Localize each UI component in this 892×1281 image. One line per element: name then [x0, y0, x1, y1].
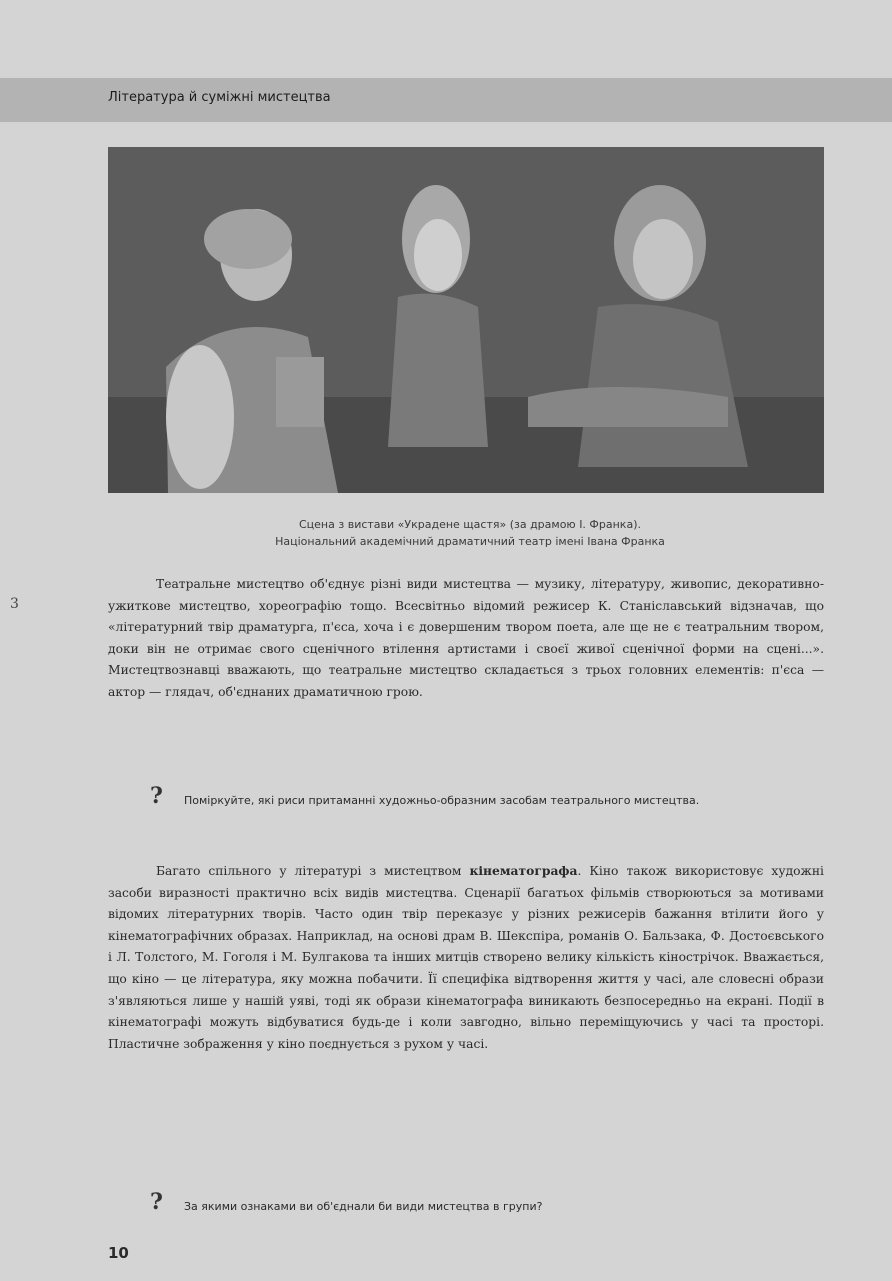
paragraph-cinema-body: . Кіно також використовує художні засоби виразності практично всіх видів мистецтва. Сценарії багатьох фільмів створюються за мотивами відомих літературних творів. Часто один твір переказує у різних режисерів бажання втілити його у кінематографічних образах. Наприклад, на основі драм В. Шекспіра, романів О. Бальзака, Ф. Достоєвського і Л. Толстого, М. Гоголя і М. Булгакова та інших митців створено велику кількість кінострічок. Вважається, що кіно — це література, яку можна побачити. Її специфіка відтворення життя у часі, але словесні образи з'являються лише у нашій уяві, тоді як образи кінематографа виникають безпосередньо на екрані. Події в кінематографі можуть відбуватися будь-де і коли завгодно, вільно переміщуючись у часі та просторі. Пластичне зображення у кіно поєднується з рухом у часі.: [108, 864, 824, 1051]
caption-line-1: Сцена з вистави «Украдене щастя» (за драмою І. Франка).: [299, 518, 641, 531]
margin-mark: 3: [10, 596, 19, 612]
question-block-1: [150, 783, 730, 811]
paragraph-cinema-lead: Багато спільного у літературі з мистецтвом: [156, 864, 470, 878]
photo-caption: [150, 516, 790, 550]
page-number: 10: [108, 1244, 129, 1262]
question-text-2: За якими ознаками ви об'єднали би види мистецтва в групи?: [184, 1200, 543, 1213]
paragraph-theatre: Театральне мистецтво об'єднує різні види мистецтва — музику, літературу, живопис, декоративно-ужиткове мистецтво, хореографію тощо. Всесвітньо відомий режисер К. Станіславський відзначав, що «літературний твір драматурга, п'єса, хоча і є довершеним твором поета, але ще не є театральним твором, доки він не отримає свого сценічного втілення артистами і своєї живої сценічної форми на сцені...». Мистецтвознавці вважають, що театральне мистецтво складається з трьох головних елементів: п'єса — актор — глядач, об'єднаних драматичною грою.: [108, 577, 824, 699]
theatre-scene-photo: [108, 147, 824, 493]
question-mark-icon: ?: [150, 783, 163, 809]
caption-line-2: Національний академічний драматичний театр імені Івана Франка: [275, 535, 665, 548]
question-text-1: Поміркуйте, які риси притаманні художньо-образним засобам театрального мистецтва.: [184, 794, 700, 807]
question-block-2: [150, 1189, 730, 1217]
theatre-scene-photo-icon: [108, 147, 824, 493]
question-mark-icon: ?: [150, 1189, 163, 1215]
paragraph-cinema: [108, 860, 824, 1055]
running-header: Література й суміжні мистецтва: [108, 90, 331, 105]
term-cinematograph: кінематографа: [469, 863, 578, 878]
